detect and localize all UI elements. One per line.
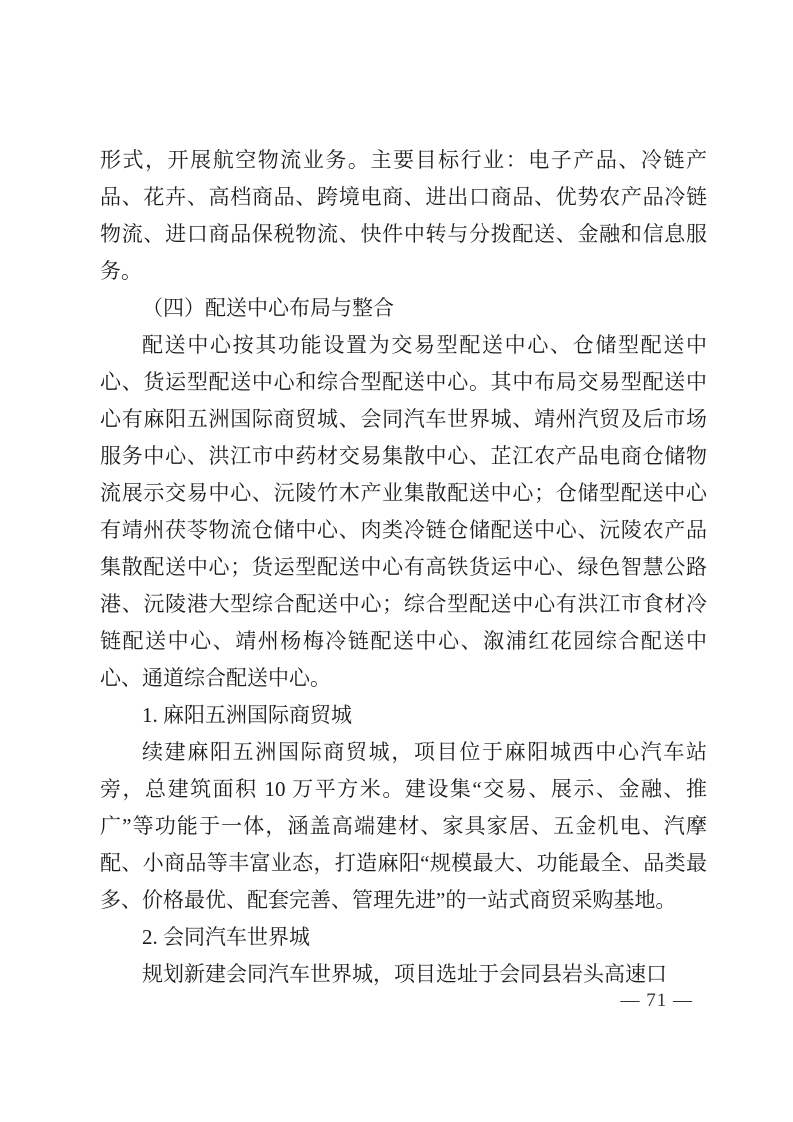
page-number: — 71 —: [620, 990, 693, 1011]
paragraph-mayang-trade-city: 续建麻阳五洲国际商贸城，项目位于麻阳城西中心汽车站旁，总建筑面积 10 万平方米。建设集“交易、展示、金融、推广”等功能于一体，涵盖高端建材、家具家居、五金机电、汽摩配、小商品等丰富业态，打造麻阳“规模最大、功能最全、品类最多、价格最优、配套完善、管理先进”的一站式商贸采购基地。: [100, 740, 707, 912]
document-text-block: [100, 142, 707, 993]
numbered-heading-1: 1. 麻阳五洲国际商贸城: [142, 703, 352, 727]
paragraph-continuation: 形式，开展航空物流业务。主要目标行业：电子产品、冷链产品、花卉、高档商品、跨境电商、进出口商品、优势农产品冷链物流、进口商品保税物流、快件中转与分拨配送、金融和信息服务。: [100, 148, 707, 283]
section-heading: （四）配送中心布局与整合: [142, 296, 394, 320]
numbered-heading-2: 2. 会同汽车世界城: [142, 925, 310, 949]
paragraph-distribution-centers: 配送中心按其功能设置为交易型配送中心、仓储型配送中心、货运型配送中心和综合型配送中心。其中布局交易型配送中心有麻阳五洲国际商贸城、会同汽车世界城、靖州汽贸及后市场服务中心、洪江市中药材交易集散中心、芷江农产品电商仓储物流展示交易中心、沅陵竹木产业集散配送中心；仓储型配送中心有靖州茯苓物流仓储中心、肉类冷链仓储配送中心、沅陵农产品集散配送中心；货运型配送中心有高铁货运中心、绿色智慧公路港、沅陵港大型综合配送中心；综合型配送中心有洪江市食材冷链配送中心、靖州杨梅冷链配送中心、溆浦红花园综合配送中心、通道综合配送中心。: [100, 333, 707, 690]
paragraph-huitong-auto-city: 规划新建会同汽车世界城，项目选址于会同县岩头高速口: [142, 962, 667, 986]
